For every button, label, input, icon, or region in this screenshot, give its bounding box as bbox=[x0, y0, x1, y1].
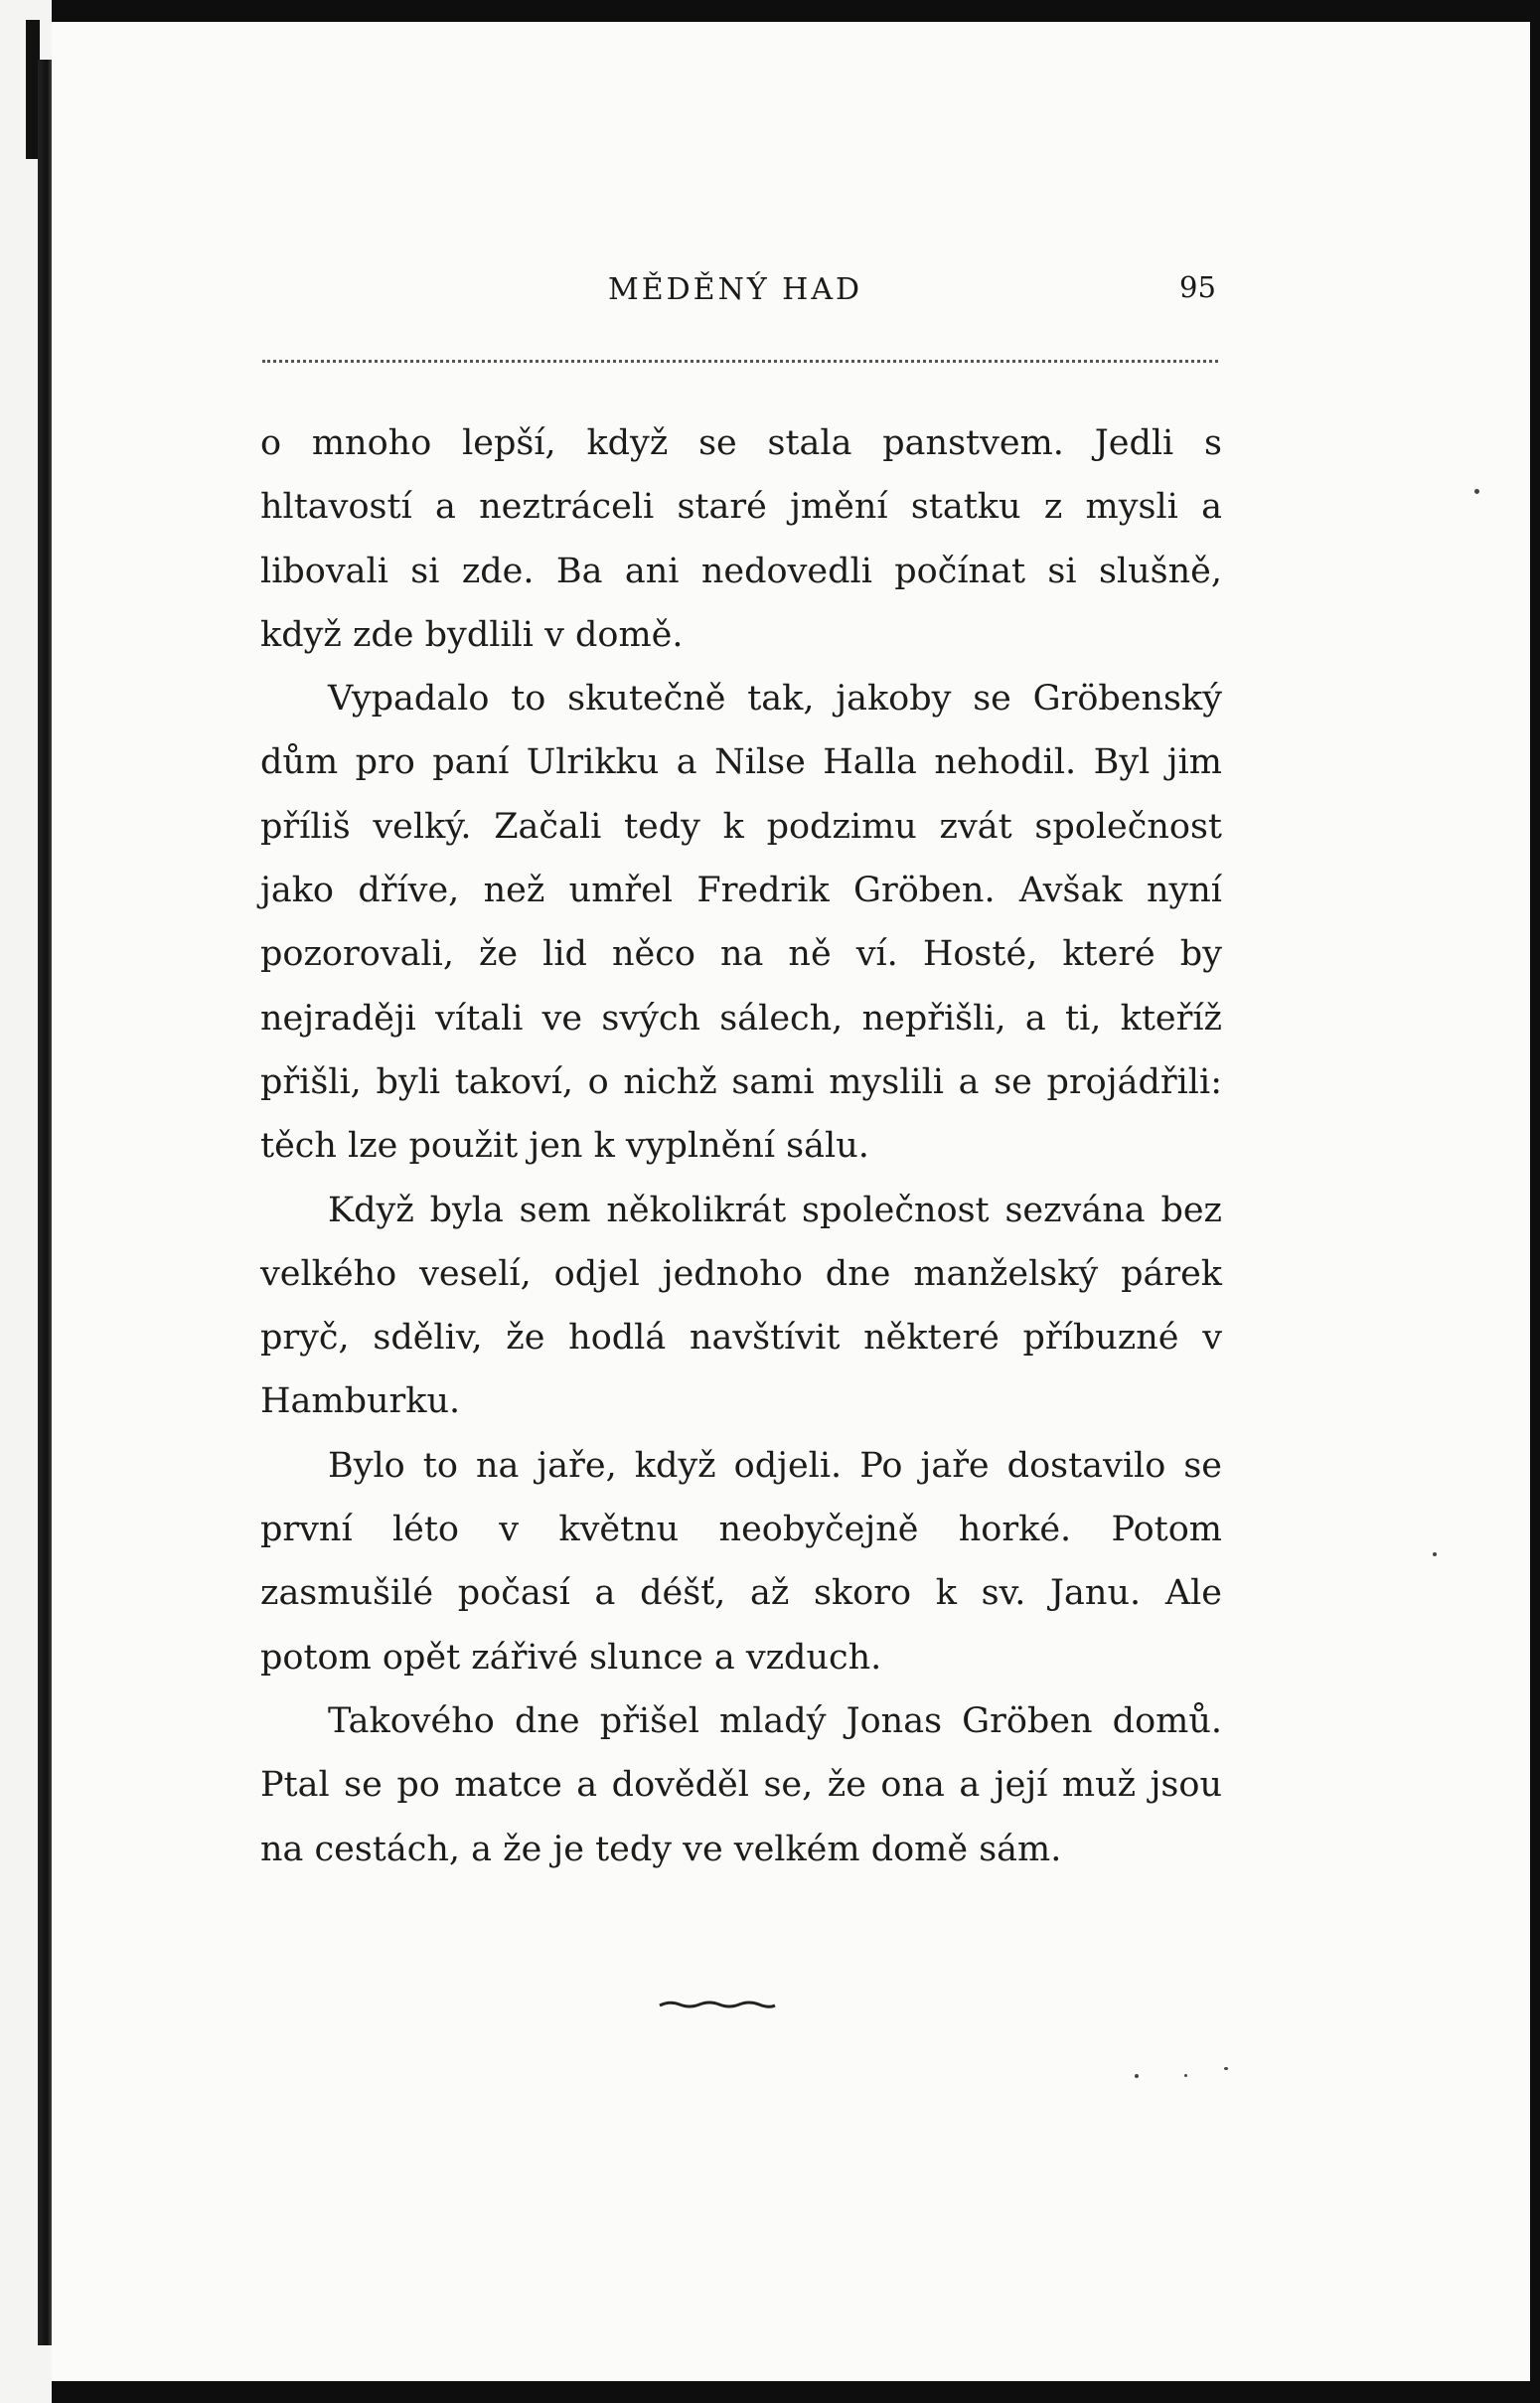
end-flourish-icon bbox=[658, 1997, 777, 2010]
book-spine-edge bbox=[0, 0, 52, 2403]
running-title: MĚDĚNÝ HAD bbox=[608, 272, 863, 307]
print-speck bbox=[1184, 2074, 1187, 2077]
print-speck bbox=[1474, 489, 1479, 494]
page-number: 95 bbox=[1179, 270, 1216, 304]
print-speck bbox=[1224, 2067, 1228, 2070]
paragraph: Vypadalo to skutečně tak, jakoby se Gröbenský dům pro paní Ulrikku a Nilse Halla nehodil. Byl jim příliš velký. Začali tedy k podzimu zvát společnost jako dříve, než umřel Fredrik Gröben. Avšak nyní pozorovali, že lid něco na ně ví. Hosté, které by nejraději vítali ve svých sálech, nepřišli, a ti, kteříž přišli, byli takoví, o nichž sami myslili a se projádřili: těch lze použit jen k vyplnění sálu. bbox=[260, 679, 1222, 1167]
paragraph: Bylo to na jaře, když odjeli. Po jaře dostavilo se první léto v květnu neobyčejně horké. Potom zasmušilé počasí a déšť, až skoro k sv. Janu. Ale potom opět zářivé slunce a vzduch. bbox=[260, 1445, 1222, 1678]
book-page bbox=[52, 22, 1530, 2381]
paragraph: Takového dne přišel mladý Jonas Gröben domů. Ptal se po matce a dověděl se, že ona a její muž jsou na cestách, a že je tedy ve velkém domě sám. bbox=[260, 1700, 1222, 1869]
print-speck bbox=[1433, 1552, 1437, 1556]
paragraph: Když byla sem několikrát společnost sezvána bez velkého veselí, odjel jednoho dne manželský párek pryč, sděliv, že hodlá navštívit některé příbuzné v Hamburku. bbox=[260, 1190, 1222, 1422]
page-header bbox=[52, 270, 1530, 320]
body-text bbox=[260, 411, 1222, 1881]
print-speck bbox=[1135, 2074, 1139, 2078]
header-dotted-rule bbox=[262, 360, 1218, 363]
paragraph: o mnoho lepší, když se stala panstvem. Jedli s hltavostí a neztráceli staré jmění statku z mysli a libovali si zde. Ba ani nedovedli počínat si slušně, když zde bydlili v domě. bbox=[260, 423, 1222, 655]
